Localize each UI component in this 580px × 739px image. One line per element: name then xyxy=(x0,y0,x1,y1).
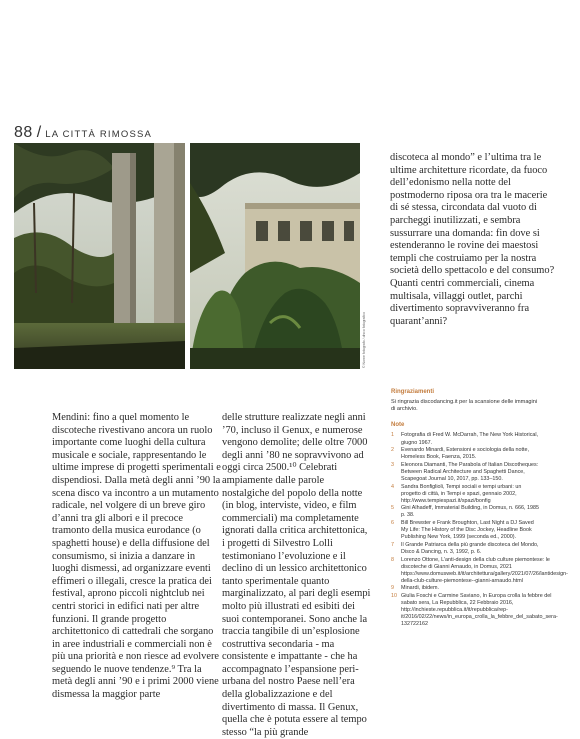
note-item xyxy=(391,432,541,446)
acknowledgements-text: Si ringrazia discodancing.it per la scansione delle immagini di archivio. xyxy=(391,399,538,413)
note-text: Gini Alhadeff, Immaterial Building, in Domus, n. 666, 1985 p. 38. xyxy=(401,505,540,519)
note-number: 2 xyxy=(391,447,394,454)
right-column-text xyxy=(390,152,555,328)
note-text: Il Grande Patriarca della più grande discoteca del Mondo, Disco & Dancing, n. 3, 1992, p. 6. xyxy=(401,541,539,555)
note-item xyxy=(391,556,568,585)
note-text: Giulia Foschi e Carmine Saviano, In Europa crolla la febbre del sabato sera, La Repubblica, 22 Febbraio 2016, http://inchieste.repubblica.it/it/repubblica/rep-it/2016/02/22/news/in_europa_crolla_la_febbre_del_sabato_sera-132722162 xyxy=(401,592,558,628)
note-text: Lorenzo Ottone, L’anti-design della club culture piemontese: le discoteche di Gianni Arnaudo, in Domus, 2021 https://www.domusweb.it/it/architettura/gallery/2021/07/26/lantidesign-della-club-culture-piemontese--gianni-arnaudo.html xyxy=(401,556,568,584)
notes-section xyxy=(391,389,568,629)
middle-column-text xyxy=(222,412,372,739)
left-column-text xyxy=(52,412,222,702)
note-number: 10 xyxy=(391,592,397,599)
note-item xyxy=(391,592,558,628)
body-paragraph: discoteca al mondo” e l’ultima tra le ultime architetture ricordate, da fuoco dell’edonismo nella notte del postmoderno riposa ora tra le macerie di sé stessa, circondata dal vuoto di parcheggi inutilizzati, e sembra sussurrare una domanda: fin dove si estenderanno le rovine dei maestosi templi che costruiamo per la nostra società dello spettacolo e del consumo? Quanti centri commerciali, cinema multisala, villaggi outlet, parchi divertimento sopravviveranno fra quarant’anni? xyxy=(390,152,555,327)
note-text: Minardi, ibidem. xyxy=(401,585,440,592)
note-item xyxy=(391,462,541,483)
note-item xyxy=(391,585,541,592)
note-number: 4 xyxy=(391,483,394,490)
note-number: 3 xyxy=(391,461,394,468)
note-number: 8 xyxy=(391,556,394,563)
header-separator: / xyxy=(36,124,42,141)
photo-credit: © Nome fotografo / disco fotografico xyxy=(362,311,366,368)
note-text: Fotografia di Fred W. McDarrah, The New York Historical, giugno 1967. xyxy=(401,432,539,446)
abandoned-disco-ruins-photo xyxy=(14,143,185,369)
note-number: 1 xyxy=(391,432,394,439)
acknowledgements-heading: Ringraziamenti xyxy=(391,389,435,395)
notes-list xyxy=(391,432,568,628)
note-number: 7 xyxy=(391,541,394,548)
note-item xyxy=(391,542,541,556)
note-number: 5 xyxy=(391,505,394,512)
note-number: 9 xyxy=(391,585,394,592)
page-header xyxy=(14,124,152,142)
note-number: 6 xyxy=(391,520,394,527)
note-text: Eleonora Diamanti, The Parabola of Italian Discotheques: Between Radical Architecture and Spaghetti Dance, Scapegoat Journal 10, 2017, pp. 133–150. xyxy=(401,461,539,482)
note-text: Sandra Bonfiglioli, Tempi sociali e tempi urbani: un progetto di città, in Tempi e spazi, gennaio 2002, http://www.tempiespazi.it/spazi/bonfig xyxy=(401,483,522,504)
notes-heading: Note xyxy=(391,422,405,429)
body-paragraph: delle strutture realizzate negli anni ’70, incluso il Genux, e numerose vengono demolite; delle oltre 7000 degli anni ’80 ne sopravvivono ad oggi circa 2500.¹⁰ Celebrati ampiamente dalle parole nostalgiche del popolo della notte (in blog, interviste, video, e film commerciali) ma completamente ignorati dalla critica architettonica, i progetti di Silvestro Lolli testimoniano l’evoluzione e il declino di un lessico architettonico tanto sperimentale quanto marginalizzato, al pari degli esempi molto più illustrati ed esibiti dei suoi contemporanei. Sono anche la traccia tangibile di un’esplosione costruttiva secondaria - ma consistente e impattante - che ha accompagnato l’espansione peri-urbana del nostro Paese nell’era della globalizzazione e del divertimento di massa. Il Genux, quella che è potuta essere al tempo stesso “la più grande xyxy=(222,412,371,738)
note-text: Bill Brewster e Frank Broughton, Last Night a DJ Saved My Life: The History of the Disc Jockey, Headline Book Publishing New York, 1999 (seconda ed., 2000). xyxy=(401,520,534,541)
note-item xyxy=(391,505,541,519)
page-number: 88 xyxy=(14,124,33,141)
note-item xyxy=(391,520,541,541)
note-item xyxy=(391,447,541,461)
section-title: LA CITTÀ RIMOSSA xyxy=(45,129,153,140)
note-text: Evenardo Minardi, Estensioni e sociologia della notte, Homeless Book, Faenza, 2015. xyxy=(401,447,529,461)
overgrown-building-photo xyxy=(190,143,360,369)
note-item xyxy=(391,484,541,505)
body-paragraph: Mendini: fino a quel momento le discoteche rivestivano ancora un ruolo importante come luoghi della cultura musicale e sociale, rappresentando le ultime imprese di progetti sperimentali e dispendiosi. Dalla metà degli anni ’90 la scena disco va incontro a un mutamento radicale, nel volgere di un breve giro d’anni tra gli albori e il precoce tramonto della musica eurodance (o spaghetti house) e della diffusione del consumismo, si inizia a danzare in luoghi dismessi, ad organizzare eventi effimeri o illegali, cresce la pratica dei festival, aprono piccoli nightclub nei centri storici in edifici nati per altre funzioni. Il grande progetto architettonico di cattedrali che sorgano in aree industriali e commerciali non è più una priorità e non riesce ad evolvere seguendo le nuove tendenze.⁹ Tra la metà degli anni ’90 e i primi 2000 viene dismessa la maggior parte xyxy=(52,412,221,701)
